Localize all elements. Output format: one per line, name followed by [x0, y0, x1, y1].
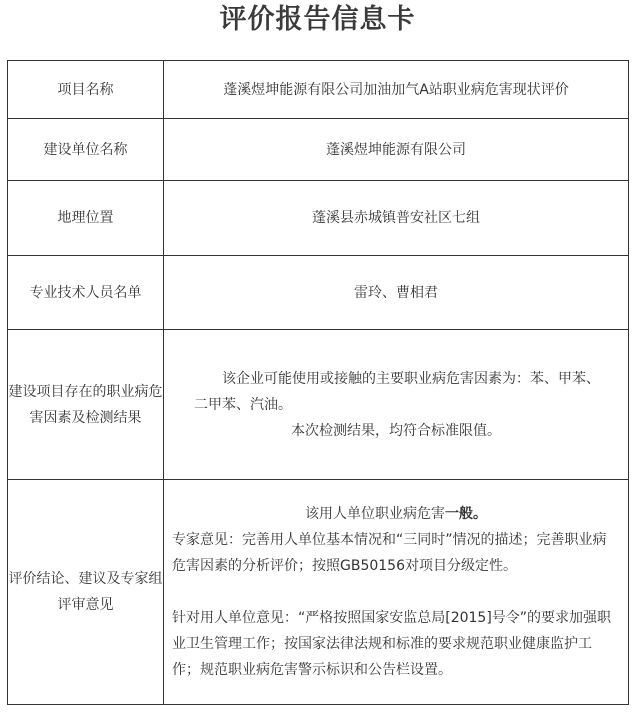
builder-label: 建设单位名称 — [8, 119, 164, 181]
row-builder — [8, 119, 629, 181]
row-project-name — [8, 61, 629, 119]
row-conclusion — [8, 480, 629, 705]
conclusion-summary — [164, 501, 628, 527]
conclusion-label: 评价结论、建议及专家组评审意见 — [8, 480, 164, 705]
location-value: 蓬溪县赤城镇普安社区七组 — [164, 181, 629, 256]
project-name-label: 项目名称 — [8, 61, 164, 119]
staff-value: 雷玲、曹相君 — [164, 256, 629, 330]
expert-opinion-text: 专家意见：完善用人单位基本情况和“三同时”情况的描述；完善职业病危害因素的分析评价；按照GB50156对项目分级定性。 — [172, 532, 607, 574]
staff-label: 专业技术人员名单 — [8, 256, 164, 330]
location-label: 地理位置 — [8, 181, 164, 256]
info-card-table — [7, 60, 629, 705]
hazards-label: 建设项目存在的职业病危害因素及检测结果 — [8, 330, 164, 480]
row-hazards — [8, 330, 629, 480]
hazards-result-text: 本次检测结果，均符合标准限值。 — [291, 422, 501, 439]
hazards-value — [164, 330, 629, 480]
row-location — [8, 181, 629, 256]
conclusion-value — [164, 480, 629, 705]
employer-opinion-text: 针对用人单位意见：“严格按照国家安监总局[2015]号令”的要求加强职业卫生管理工作；按国家法律法规和标准的要求规范职业健康监护工作；规范职业病危害警示标识和公告栏设置。 — [172, 610, 612, 678]
page-title: 评价报告信息卡 — [219, 4, 416, 35]
conclusion-summary-level: 一般。 — [445, 506, 487, 522]
paragraph-spacer — [164, 579, 628, 605]
hazards-factors-text: 该企业可能使用或接触的主要职业病危害因素为：苯、甲苯、二甲苯、汽油。 — [194, 370, 600, 413]
conclusion-summary-prefix: 该用人单位职业病危害 — [305, 506, 445, 522]
row-staff — [8, 256, 629, 330]
builder-value: 蓬溪煜坤能源有限公司 — [164, 119, 629, 181]
project-name-value: 蓬溪煜坤能源有限公司加油加气A站职业病危害现状评价 — [164, 61, 629, 119]
